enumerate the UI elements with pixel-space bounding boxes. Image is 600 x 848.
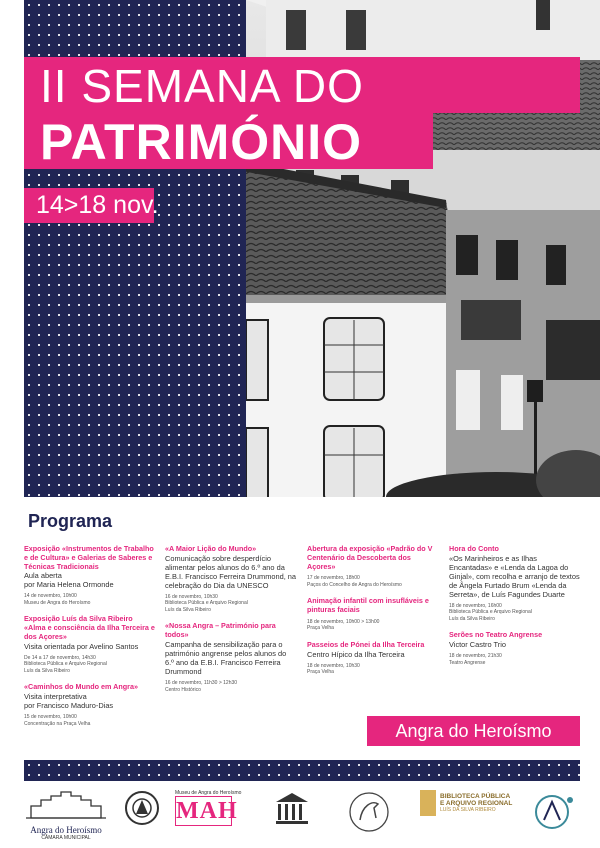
location-badge: Angra do Heroísmo — [367, 716, 580, 746]
event-item — [24, 545, 156, 606]
unesco-logo — [272, 790, 312, 838]
bottom-dotted-band — [24, 760, 580, 781]
programa-heading: Programa — [28, 511, 113, 531]
cavalo-logo — [346, 790, 392, 838]
event-meta: 18 de novembro, 21h30 Teatro Angrense — [449, 653, 502, 666]
event-title: Exposição «Instrumentos de Trabalho e de Cultura» e Galerias de Saberes e Técnicas Tradicionais — [24, 544, 154, 571]
event-meta: 14 de novembro, 10h00 Museu de Angra do Heroísmo — [24, 593, 91, 606]
seal-logo — [124, 790, 160, 838]
event-item — [24, 683, 156, 727]
event-item — [24, 615, 156, 674]
program-column-2 — [165, 545, 297, 702]
event-title: Hora do Conto — [449, 544, 499, 553]
program-column-4 — [449, 545, 581, 675]
event-item — [307, 545, 439, 588]
event-description: «Os Marinheiros e as Ilhas Encantadas» e «Lenda da Lagoa do Ginjal», com recolha e arranjo de textos de Ângela Furtado Brum «Lenda da Serreta», de Luís Fagundes Duarte — [449, 553, 580, 599]
event-meta: 17 de novembro, 18h00 Paços do Concelho de Angra do Heroísmo — [307, 575, 402, 588]
book-icon — [420, 790, 436, 816]
event-meta: De 14 a 17 de novembro, 14h30 Biblioteca Pública e Arquivo Regional Luís da Silva Ribeiro — [24, 654, 107, 674]
mah-logo-text: MAH — [176, 798, 238, 824]
biblioteca-logo — [420, 790, 520, 838]
event-title: Passeios de Pónei da Ilha Terceira — [307, 639, 425, 649]
angra-logo-subtext: CÂMARA MUNICIPAL — [41, 835, 91, 841]
program-column-1 — [24, 545, 156, 736]
camara-angra-logo — [26, 790, 106, 841]
event-meta: 18 de novembro, 16h00 Biblioteca Pública e Arquivo Regional Luís da Silva Ribeiro — [449, 602, 532, 622]
biblioteca-logo-text — [440, 793, 512, 813]
school-logo — [532, 790, 576, 838]
museu-angra-logo — [175, 790, 265, 838]
event-title: Exposição Luís da Silva Ribeiro «Alma e consciência da Ilha Terceira e dos Açores» — [24, 614, 155, 641]
event-item — [307, 597, 439, 632]
event-item — [165, 545, 297, 613]
school-emblem-icon — [532, 790, 576, 834]
event-title: «Nossa Angra – Património para todos» — [165, 621, 276, 640]
event-item — [307, 641, 439, 676]
circular-seal-icon — [124, 790, 160, 826]
event-title: Serões no Teatro Angrense — [449, 630, 543, 640]
event-description: Campanha de sensibilização para o património angrense pelos alunos do 6.º ano da E.B.I. Francisco Ferreira Drummond — [165, 639, 287, 677]
event-item — [165, 622, 297, 693]
title-line-2: PATRIMÓNIO — [24, 113, 433, 169]
castle-icon — [26, 790, 106, 820]
event-description: Centro Hípico da Ilha Terceira — [307, 649, 405, 659]
event-meta: 18 de novembro, 10h30 Praça Velha — [307, 662, 360, 676]
event-description: Aula aberta por Maria Helena Ormonde — [24, 571, 114, 590]
biblioteca-line-2: E ARQUIVO REGIONAL — [440, 800, 513, 807]
event-description: Visita interpretativa por Francisco Maduro-Dias — [24, 692, 114, 711]
angra-logo-text: Angra do Heroísmo — [30, 825, 102, 835]
title-line-1: II SEMANA DO — [24, 57, 580, 113]
event-description: Victor Castro Trio — [449, 640, 506, 650]
event-meta: 15 de novembro, 10h00 Concentração na Praça Velha — [24, 714, 91, 727]
event-meta: 18 de novembro, 10h00 > 13h00 Praça Velha — [307, 618, 380, 632]
biblioteca-line-3: LUÍS DA SILVA RIBEIRO — [440, 807, 496, 813]
event-description: Visita orientada por Avelino Santos — [24, 641, 139, 651]
event-title: «A Maior Lição do Mundo» — [165, 544, 257, 553]
program-column-3 — [307, 545, 439, 685]
date-range-badge: 14>18 nov. — [24, 188, 154, 223]
horse-emblem-icon — [346, 790, 392, 836]
unesco-temple-icon — [272, 790, 312, 830]
event-title: «Caminhos do Mundo em Angra» — [24, 682, 138, 692]
event-description: Comunicação sobre desperdício alimentar pelos alunos do 6.º ano da E.B.I. Francisco Ferreira Drummond, na celebração do Dia da UNESCO — [165, 553, 297, 590]
biblioteca-logo-row — [420, 790, 520, 816]
event-title: Animação infantil com insufláveis e pinturas faciais — [307, 596, 429, 615]
event-item — [449, 631, 581, 666]
event-meta: 16 de novembro, 10h30 Biblioteca Pública e Arquivo Regional Luís da Silva Ribeiro — [165, 593, 248, 613]
biblioteca-line-1: BIBLIOTECA PÚBLICA — [440, 793, 511, 800]
event-title: Abertura da exposição «Padrão do V Centenário da Descoberta dos Açores» — [307, 544, 433, 571]
event-meta: 16 de novembro, 11h30 > 12h30 Centro Histórico — [165, 680, 238, 693]
museu-logo-text: Museu de Angra do Heroísmo — [175, 790, 242, 796]
event-item — [449, 545, 581, 622]
